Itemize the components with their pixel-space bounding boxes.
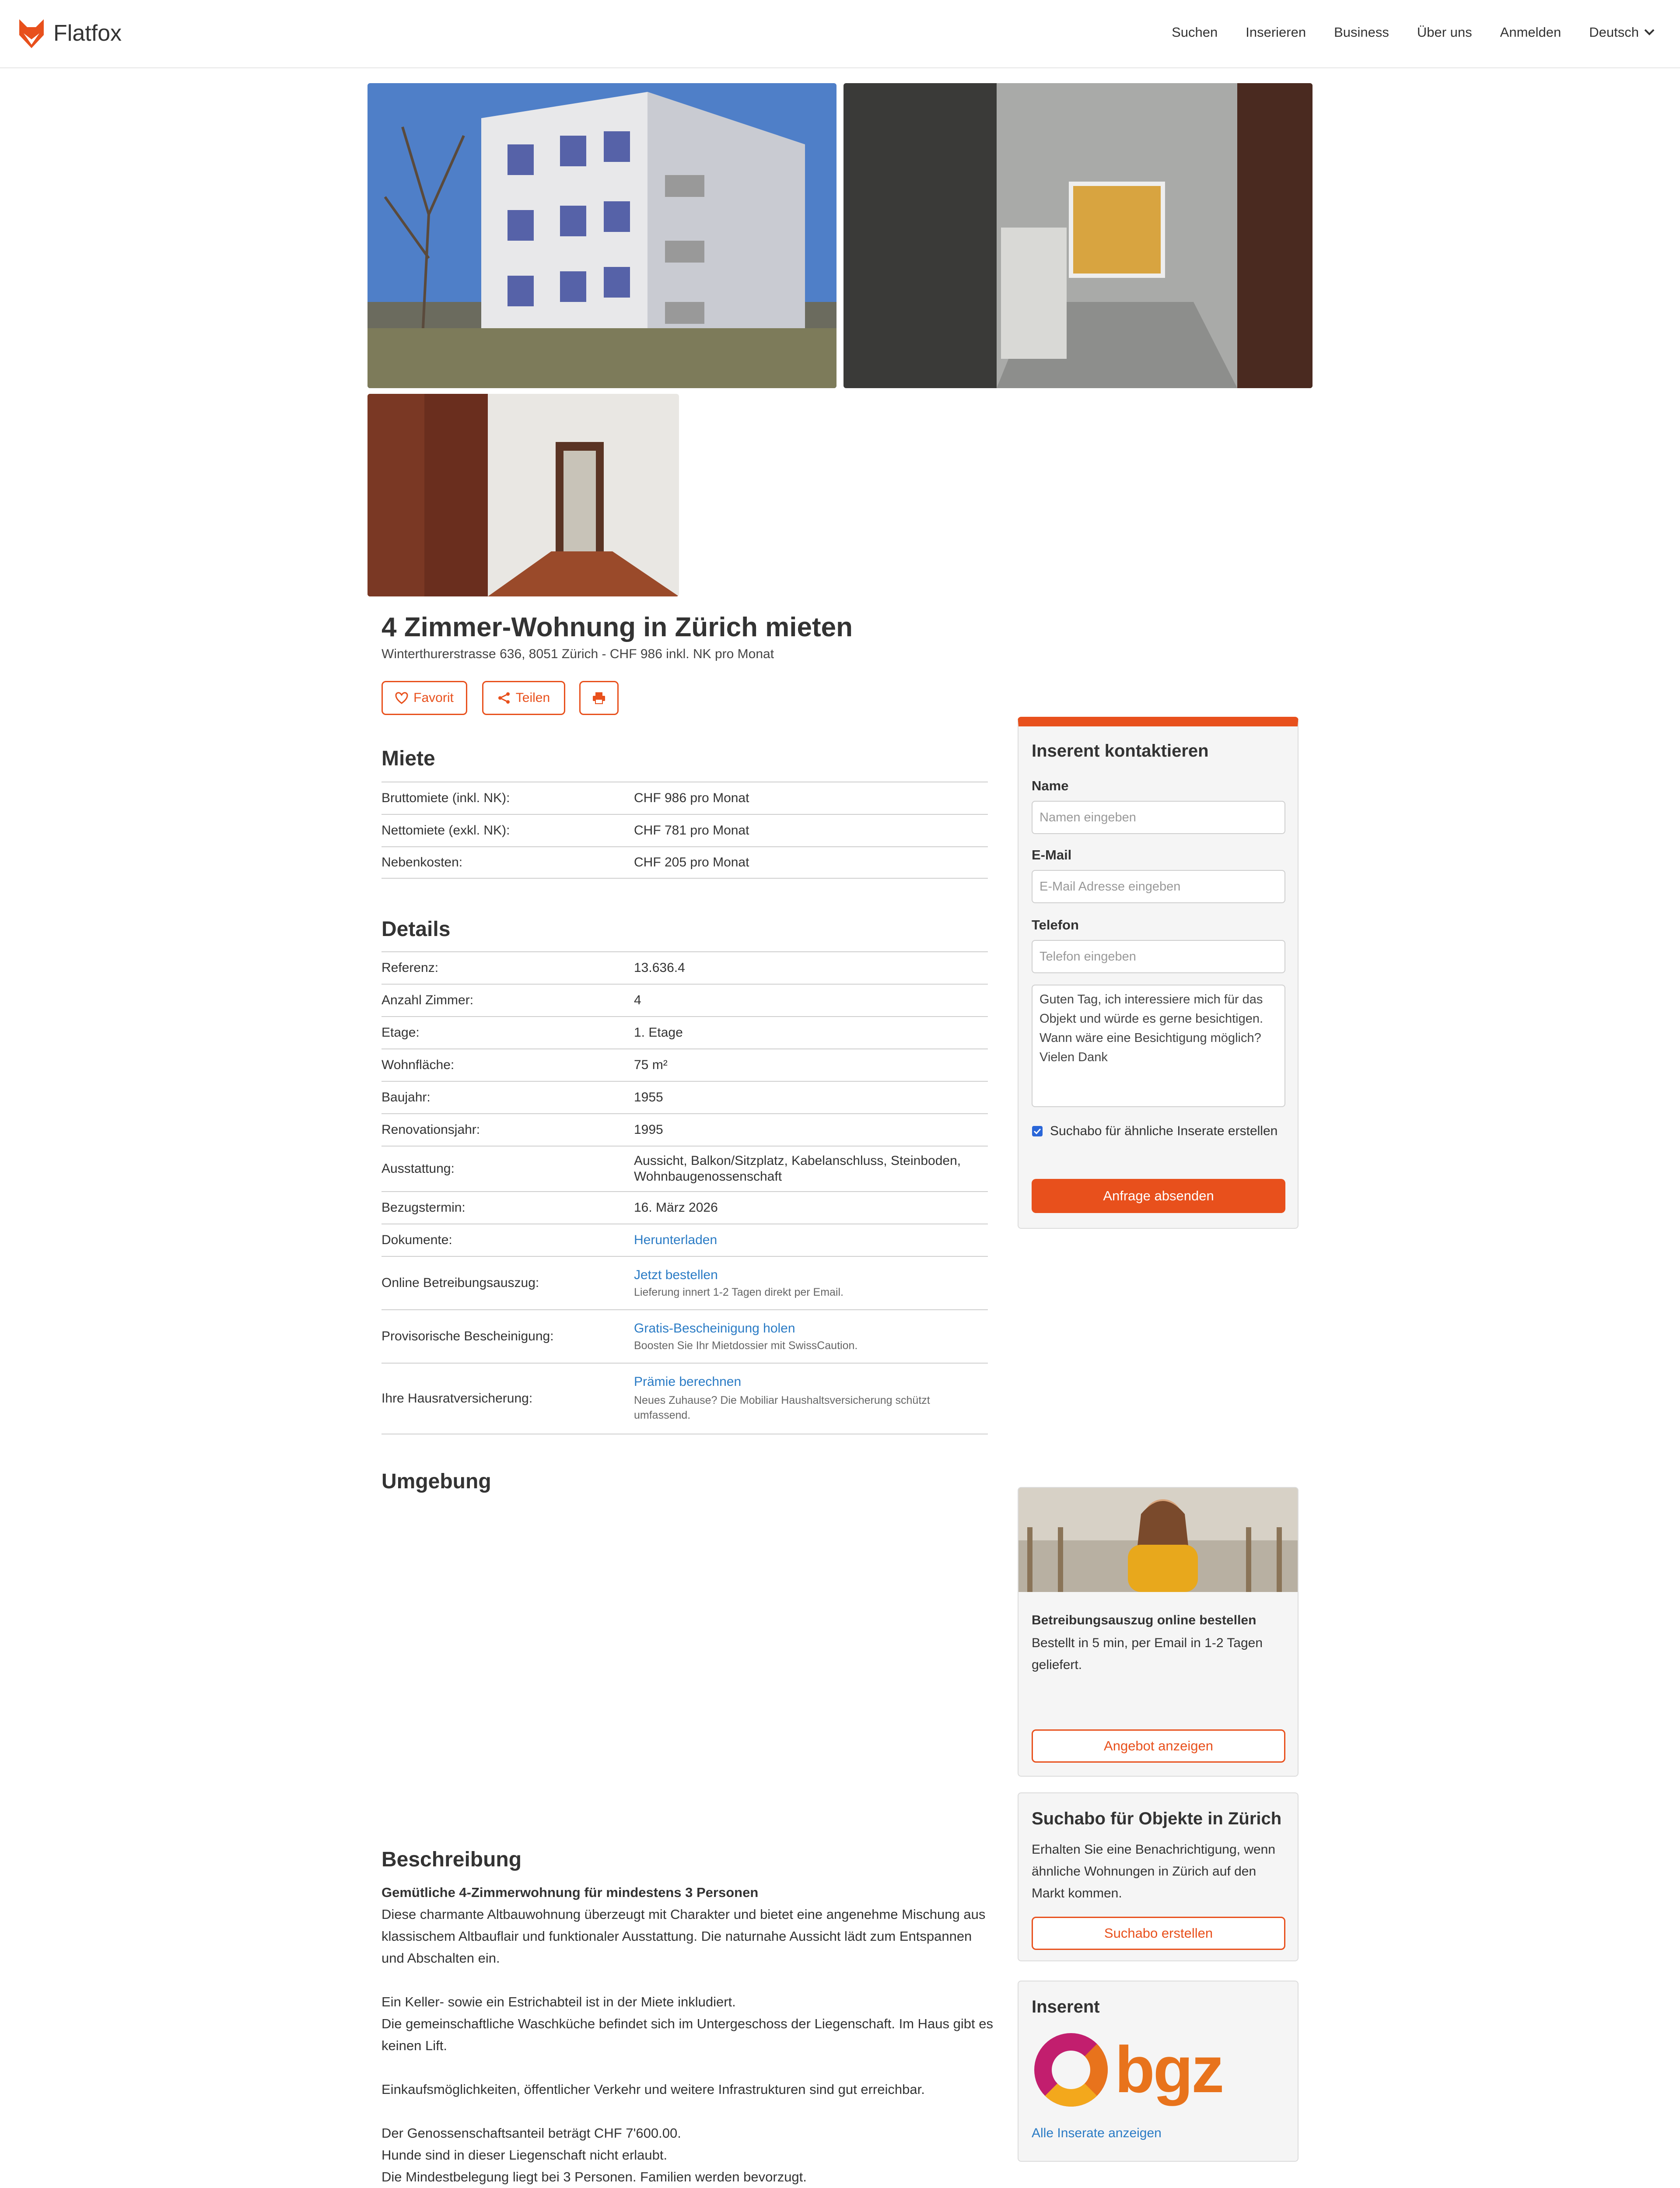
listing-address: Winterthurerstrasse 636, 8051 Zürich - CHF 986 inkl. NK pro Monat xyxy=(382,647,774,661)
submit-inquiry-button[interactable]: Anfrage absenden xyxy=(1032,1179,1285,1213)
table-row xyxy=(382,782,988,814)
search-alert-heading: Suchabo für Objekte in Zürich xyxy=(1032,1809,1282,1828)
alert-checkbox-row xyxy=(1032,1121,1285,1141)
table-row xyxy=(382,1081,988,1113)
row-key: Ihre Hausratversicherung: xyxy=(382,1391,533,1406)
rent-table xyxy=(382,782,988,879)
name-label: Name xyxy=(1032,778,1069,793)
table-row xyxy=(382,1191,988,1224)
language-dropdown[interactable] xyxy=(1589,25,1656,40)
row-value: 13.636.4 xyxy=(634,961,685,975)
insurance-link[interactable]: Prämie berechnen xyxy=(634,1375,742,1389)
gallery-photo-kitchen[interactable] xyxy=(844,83,1312,388)
row-value: 4 xyxy=(634,993,641,1007)
download-documents-link[interactable]: Herunterladen xyxy=(634,1233,718,1247)
create-alert-button[interactable]: Suchabo erstellen xyxy=(1032,1917,1285,1950)
share-label: Teilen xyxy=(515,691,550,705)
row-value: 1. Etage xyxy=(634,1025,683,1040)
email-label: E-Mail xyxy=(1032,847,1072,863)
table-row xyxy=(382,1309,988,1363)
row-key: Provisorische Bescheinigung: xyxy=(382,1329,554,1343)
language-label: Deutsch xyxy=(1589,25,1639,40)
message-textarea[interactable]: Guten Tag, ich interessiere mich für das Objekt und würde es gerne besichtigen. Wann wäre eine Besichtigung möglich? Vielen Dank xyxy=(1032,985,1285,1107)
contact-card xyxy=(1018,717,1298,1229)
phone-label: Telefon xyxy=(1032,917,1079,933)
description-paragraph: Ein Keller- sowie ein Estrichabteil ist in der Miete inkludiert. xyxy=(382,1994,736,2009)
listing-title: 4 Zimmer-Wohnung in Zürich mieten xyxy=(382,612,853,642)
row-value: CHF 781 pro Monat xyxy=(634,823,749,838)
description-body xyxy=(382,1882,994,2188)
table-row xyxy=(382,1146,988,1191)
description-paragraph: Der Genossenschaftsanteil beträgt CHF 7'600.00. xyxy=(382,2125,681,2141)
table-row xyxy=(382,984,988,1016)
share-button[interactable] xyxy=(482,681,565,715)
description-paragraph: Die gemeinschaftliche Waschküche befindet sich im Untergeschoss der Liegenschaft. Im Haus gibt es keinen Lift. xyxy=(382,2016,993,2053)
chevron-down-icon xyxy=(1643,28,1656,37)
nav-suchen[interactable]: Suchen xyxy=(1172,25,1218,40)
bgz-logo-text: bgz xyxy=(1115,2033,1223,2106)
row-key: Ausstattung: xyxy=(382,1161,455,1176)
contact-heading: Inserent kontaktieren xyxy=(1032,741,1209,761)
row-value: CHF 205 pro Monat xyxy=(634,855,749,870)
nav-anmelden[interactable]: Anmelden xyxy=(1500,25,1561,40)
row-key: Dokumente: xyxy=(382,1233,452,1247)
row-value: 1955 xyxy=(634,1090,663,1105)
logo-text: Flatfox xyxy=(53,21,122,46)
printer-icon xyxy=(592,691,606,705)
table-row xyxy=(382,846,988,879)
row-value: 1995 xyxy=(634,1122,663,1137)
name-input[interactable]: Namen eingeben xyxy=(1032,801,1285,834)
row-note: Neues Zuhause? Die Mobiliar Haushaltsversicherung schützt umfassend. xyxy=(634,1394,930,1421)
row-key: Nebenkosten: xyxy=(382,855,463,870)
checkbox-checked-icon[interactable] xyxy=(1032,1126,1043,1137)
nav-business[interactable]: Business xyxy=(1334,25,1389,40)
row-key: Baujahr: xyxy=(382,1090,430,1105)
certificate-link[interactable]: Gratis-Bescheinigung holen xyxy=(634,1321,795,1336)
main-nav xyxy=(1172,25,1656,40)
details-heading: Details xyxy=(382,918,451,941)
row-key: Bruttomiete (inkl. NK): xyxy=(382,791,510,805)
promo-card xyxy=(1018,1487,1298,1777)
row-value: CHF 986 pro Monat xyxy=(634,791,749,805)
site-header xyxy=(0,0,1680,68)
row-key: Bezugstermin: xyxy=(382,1200,466,1215)
search-alert-card xyxy=(1018,1792,1298,1961)
row-key: Online Betreibungsauszug: xyxy=(382,1276,539,1290)
row-key: Renovationsjahr: xyxy=(382,1122,480,1137)
favorite-label: Favorit xyxy=(413,691,454,705)
row-note: Boosten Sie Ihr Mietdossier mit SwissCaution. xyxy=(634,1339,858,1352)
hallway-photo xyxy=(368,394,679,596)
description-lead: Gemütliche 4-Zimmerwohnung für mindestens 3 Personen xyxy=(382,1885,759,1900)
description-paragraph: Diese charmante Altbauwohnung überzeugt mit Charakter und bietet eine angenehme Mischung aus klassischem Altbauflair und funktionaler Ausstattung. Die naturnahe Aussicht lädt zum Entspannen und Abschalten ein. xyxy=(382,1907,986,1966)
advertiser-card xyxy=(1018,1981,1298,2162)
email-input[interactable]: E-Mail Adresse eingeben xyxy=(1032,870,1285,903)
nav-inserieren[interactable]: Inserieren xyxy=(1246,25,1306,40)
promo-title: Betreibungsauszug online bestellen xyxy=(1032,1613,1256,1627)
row-key: Nettomiete (exkl. NK): xyxy=(382,823,510,838)
gallery-photo-building[interactable] xyxy=(368,83,836,388)
order-extract-link[interactable]: Jetzt bestellen xyxy=(634,1267,718,1282)
site-logo[interactable] xyxy=(18,18,122,49)
rent-heading: Miete xyxy=(382,747,435,770)
row-value: 75 m² xyxy=(634,1058,668,1072)
table-row xyxy=(382,1113,988,1146)
checkbox-label: Suchabo für ähnliche Inserate erstellen xyxy=(1050,1124,1278,1138)
description-paragraph: Hunde sind in dieser Liegenschaft nicht erlaubt. xyxy=(382,2147,668,2163)
search-alert-text: Erhalten Sie eine Benachrichtigung, wenn ähnliche Wohnungen in Zürich auf den Markt kommen. xyxy=(1032,1842,1276,1900)
row-key: Anzahl Zimmer: xyxy=(382,993,474,1007)
table-row xyxy=(382,951,988,984)
share-icon xyxy=(497,691,511,705)
details-table xyxy=(382,951,988,1434)
kitchen-photo xyxy=(844,83,1312,388)
row-key: Referenz: xyxy=(382,961,439,975)
row-value: Aussicht, Balkon/Sitzplatz, Kabelanschluss, Steinboden, Wohnbaugenossenschaft xyxy=(634,1154,961,1184)
row-value: 16. März 2026 xyxy=(634,1200,718,1215)
table-row xyxy=(382,1048,988,1081)
bgz-logo-icon xyxy=(1032,2030,1110,2109)
description-heading: Beschreibung xyxy=(382,1848,522,1871)
description-paragraph: Einkaufsmöglichkeiten, öffentlicher Verkehr und weitere Infrastrukturen sind gut erreichbar. xyxy=(382,2082,925,2097)
promo-text: Bestellt in 5 min, per Email in 1-2 Tagen geliefert. xyxy=(1032,1636,1263,1672)
building-photo xyxy=(368,83,836,388)
all-listings-link[interactable]: Alle Inserate anzeigen xyxy=(1032,2126,1162,2140)
show-offer-button[interactable]: Angebot anzeigen xyxy=(1032,1729,1285,1763)
surroundings-heading: Umgebung xyxy=(382,1470,491,1493)
phone-input[interactable]: Telefon eingeben xyxy=(1032,940,1285,973)
table-row xyxy=(382,1256,988,1309)
gallery-photo-hallway[interactable] xyxy=(368,394,679,596)
fox-logo-icon xyxy=(18,18,46,49)
print-button[interactable] xyxy=(579,681,619,715)
row-key: Wohnfläche: xyxy=(382,1058,455,1072)
heart-icon xyxy=(395,692,408,704)
table-row xyxy=(382,814,988,846)
description-paragraph: Die Mindestbelegung liegt bei 3 Personen. Familien werden bevorzugt. xyxy=(382,2169,807,2184)
favorite-button[interactable] xyxy=(382,681,467,715)
nav-ueber-uns[interactable]: Über uns xyxy=(1417,25,1472,40)
row-key: Etage: xyxy=(382,1025,420,1040)
table-row xyxy=(382,1016,988,1048)
row-note: Lieferung innert 1-2 Tagen direkt per Email. xyxy=(634,1286,844,1298)
advertiser-heading: Inserent xyxy=(1032,1997,1100,2016)
promo-woman-photo xyxy=(1018,1488,1298,1592)
table-row xyxy=(382,1224,988,1256)
table-row xyxy=(382,1363,988,1434)
